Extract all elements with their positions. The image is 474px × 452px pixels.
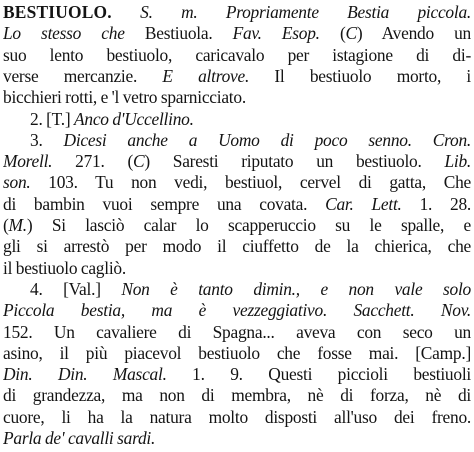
italic-text: S. m. Propriamente Bestia piccola. xyxy=(140,2,471,22)
text-segment: 271. ( xyxy=(52,151,134,172)
italic-text: E altrove. xyxy=(162,65,250,86)
text-segment: 1. 9. Questi piccioli bestiuoli xyxy=(166,364,471,385)
text-segment: asino, il più piacevol bestiuolo che fosse mai. [Camp.] xyxy=(3,342,471,363)
text-segment: 2. [T.] xyxy=(30,108,74,129)
italic-text: Non è tanto dimin., e non vale solo xyxy=(121,278,471,299)
italic-text: son. xyxy=(3,172,31,193)
italic-text: Morell. xyxy=(3,151,53,172)
text-segment: il bestiuolo cagliò. xyxy=(3,257,126,278)
text-segment xyxy=(112,2,140,22)
text-segment: 103. Tu non vedi, bestiuol, cervel di gatta, Che xyxy=(30,172,471,193)
italic-text: Parla de' cavalli sardi. xyxy=(3,428,156,448)
italic-text: Car. Lett. xyxy=(325,193,402,214)
text-segment: 152. Un cavaliere di Spagna... aveva con seco un xyxy=(3,321,471,342)
text-segment: ( xyxy=(3,215,9,235)
text-segment: 3. xyxy=(30,129,64,150)
text-segment: cuore, li ha la natura molto disposti all'uso dei freno. xyxy=(3,406,471,427)
text-segment: 4. [Val.] xyxy=(30,278,122,299)
italic-text: Din. Din. Mascal. xyxy=(3,364,167,385)
italic-text: C xyxy=(345,23,357,44)
text-segment: ) Saresti riputato un bestiuolo. xyxy=(144,151,445,172)
text-segment: Bestiuola. xyxy=(124,23,233,44)
text-segment: bicchieri rotti, e 'l vetro sparnicciato. xyxy=(3,87,246,108)
italic-text: C xyxy=(133,151,145,172)
text-segment: Il bestiuolo morto, i xyxy=(249,65,471,86)
text-segment: 1. 28. xyxy=(401,193,471,214)
text-segment: suo lento bestiuolo, caricavalo per istagione di di- xyxy=(3,44,471,65)
headword: BESTIUOLO. xyxy=(3,2,112,22)
text-segment: verse mercanzie. xyxy=(3,65,163,86)
text-segment: ) Avendo un xyxy=(356,23,471,44)
italic-text: M. xyxy=(8,215,27,235)
text-segment: ( xyxy=(319,23,346,44)
text-segment: di grandezza, ma non di membra, nè di forza, nè di xyxy=(3,385,471,406)
text-segment: di bambin vuoi sempre una covata. xyxy=(3,193,326,214)
text-segment: gli si arrestò per modo il ciuffetto de la chierica, che xyxy=(3,236,471,257)
italic-text: Lib. xyxy=(444,151,471,172)
italic-text: Anco d'Uccellino. xyxy=(74,108,194,129)
italic-text: Dicesi anche a Uomo di poco senno. Cron. xyxy=(63,129,471,150)
entry-line xyxy=(3,426,471,450)
italic-text: Piccola bestia, ma è vezzeggiativo. Sacchett. Nov. xyxy=(3,300,471,321)
text-segment: ) Si lasciò calar lo scapperuccio su le spalle, e xyxy=(26,215,471,235)
italic-text: Lo stesso che xyxy=(3,23,125,44)
italic-text: Fav. Esop. xyxy=(232,23,320,44)
